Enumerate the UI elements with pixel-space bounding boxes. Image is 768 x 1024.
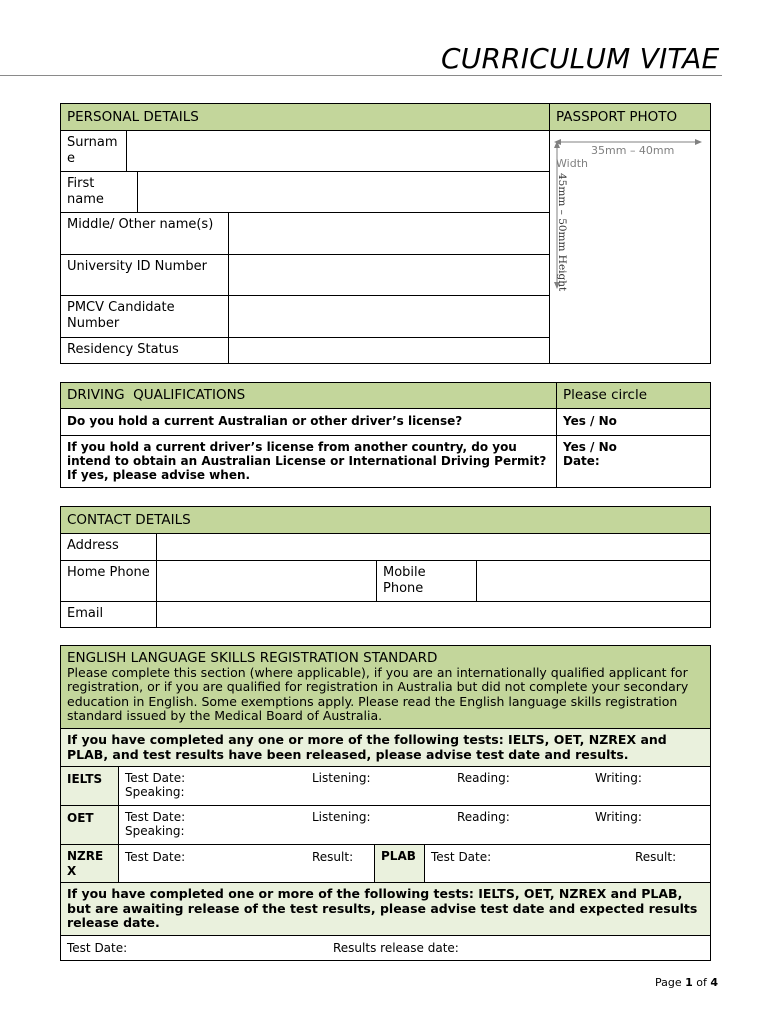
university-id-field[interactable] xyxy=(229,255,550,296)
english-header: ENGLISH LANGUAGE SKILLS REGISTRATION STANDARD xyxy=(67,650,438,666)
intl-license-yesno[interactable]: Yes / No xyxy=(563,440,617,454)
oet-fields[interactable] xyxy=(119,806,711,845)
ielts-reading[interactable]: Reading: xyxy=(457,771,510,785)
nzrex-fields[interactable] xyxy=(119,845,375,883)
of-word: of xyxy=(696,976,707,989)
nzrex-label: NZREX xyxy=(61,845,119,883)
oet-label: OET xyxy=(61,806,119,845)
residency-label: Residency Status xyxy=(61,338,229,364)
oet-test-date[interactable]: Test Date: xyxy=(125,810,186,824)
plab-test-date[interactable]: Test Date: xyxy=(431,850,492,864)
driving-header: DRIVING QUALIFICATIONS xyxy=(61,383,557,409)
driving-qualifications-table xyxy=(60,382,711,488)
oet-writing[interactable]: Writing: xyxy=(595,810,642,824)
page-number: 1 xyxy=(685,976,693,989)
please-circle-header: Please circle xyxy=(557,383,711,409)
passport-photo-box[interactable] xyxy=(550,131,711,364)
pmcv-field[interactable] xyxy=(229,296,550,338)
middle-name-field[interactable] xyxy=(229,213,550,255)
intl-license-date[interactable]: Date: xyxy=(563,454,600,468)
ielts-speaking[interactable]: Speaking: xyxy=(125,785,185,799)
email-field[interactable] xyxy=(157,602,711,628)
pmcv-label: PMCV Candidate Number xyxy=(61,296,229,338)
first-name-label: First name xyxy=(61,172,138,213)
awaiting-results-fields[interactable] xyxy=(61,936,711,961)
intl-license-answer[interactable] xyxy=(557,436,711,488)
address-label: Address xyxy=(61,534,157,561)
completed-tests-note: If you have completed any one or more of the following tests: IELTS, OET, NZREX and PLAB, and test results have been released, please advise test date and results. xyxy=(61,729,711,767)
oet-listening[interactable]: Listening: xyxy=(312,810,371,824)
mobile-phone-field[interactable] xyxy=(477,561,711,602)
mobile-phone-label: Mobile Phone xyxy=(377,561,477,602)
oet-reading[interactable]: Reading: xyxy=(457,810,510,824)
page-total: 4 xyxy=(710,976,719,989)
home-phone-label: Home Phone xyxy=(61,561,157,602)
photo-width-label: Width xyxy=(556,157,588,170)
awaiting-test-date[interactable]: Test Date: xyxy=(67,941,128,955)
ielts-test-date[interactable]: Test Date: xyxy=(125,771,186,785)
ielts-label: IELTS xyxy=(61,767,119,806)
document-title: CURRICULUM VITAE xyxy=(441,42,720,75)
passport-photo-header: PASSPORT PHOTO xyxy=(550,104,711,131)
nzrex-result[interactable]: Result: xyxy=(312,850,354,864)
surname-label: Surname xyxy=(61,131,127,172)
surname-field[interactable] xyxy=(127,131,550,172)
photo-width-text: 35mm – 40mm xyxy=(591,144,675,157)
plab-fields[interactable] xyxy=(425,845,711,883)
title-rule xyxy=(0,75,722,76)
nzrex-test-date[interactable]: Test Date: xyxy=(125,850,186,864)
personal-details-table xyxy=(60,103,711,364)
english-language-table xyxy=(60,645,711,961)
ielts-writing[interactable]: Writing: xyxy=(595,771,642,785)
ielts-fields[interactable] xyxy=(119,767,711,806)
page-footer xyxy=(655,976,718,989)
results-release-date[interactable]: Results release date: xyxy=(333,941,459,955)
english-header-cell xyxy=(61,646,711,729)
middle-name-label: Middle/ Other name(s) xyxy=(61,213,229,255)
personal-details-header: PERSONAL DETAILS xyxy=(61,104,550,131)
plab-result[interactable]: Result: xyxy=(635,850,677,864)
ielts-listening[interactable]: Listening: xyxy=(312,771,371,785)
awaiting-results-note: If you have completed one or more of the following tests: IELTS, OET, NZREX and PLAB, but are awaiting release of the test results, please advise test date and expected results release date. xyxy=(61,883,711,936)
university-id-label: University ID Number xyxy=(61,255,229,296)
english-intro: Please complete this section (where applicable), if you are an internationally qualified applicant for registration, or if you are qualified for registration in Australia but did not complete your secondary education in English. Some exemptions apply. Please read the English language skills registration standard issued by the Medical Board of Australia. xyxy=(67,664,689,723)
oet-speaking[interactable]: Speaking: xyxy=(125,824,185,838)
photo-height-text: 45mm – 50mm Height xyxy=(556,173,569,292)
residency-field[interactable] xyxy=(229,338,550,364)
first-name-field[interactable] xyxy=(138,172,550,213)
plab-label: PLAB xyxy=(375,845,425,883)
address-field[interactable] xyxy=(157,534,711,561)
email-label: Email xyxy=(61,602,157,628)
drivers-license-answer[interactable]: Yes / No xyxy=(557,409,711,436)
home-phone-field[interactable] xyxy=(157,561,377,602)
drivers-license-question: Do you hold a current Australian or other driver’s license? xyxy=(61,409,557,436)
page-word: Page xyxy=(655,976,682,989)
contact-details-table xyxy=(60,506,711,628)
contact-header: CONTACT DETAILS xyxy=(61,507,711,534)
intl-license-question: If you hold a current driver’s license from another country, do you intend to obtain an Australian License or International Driving Permit? If yes, please advise when. xyxy=(61,436,557,488)
